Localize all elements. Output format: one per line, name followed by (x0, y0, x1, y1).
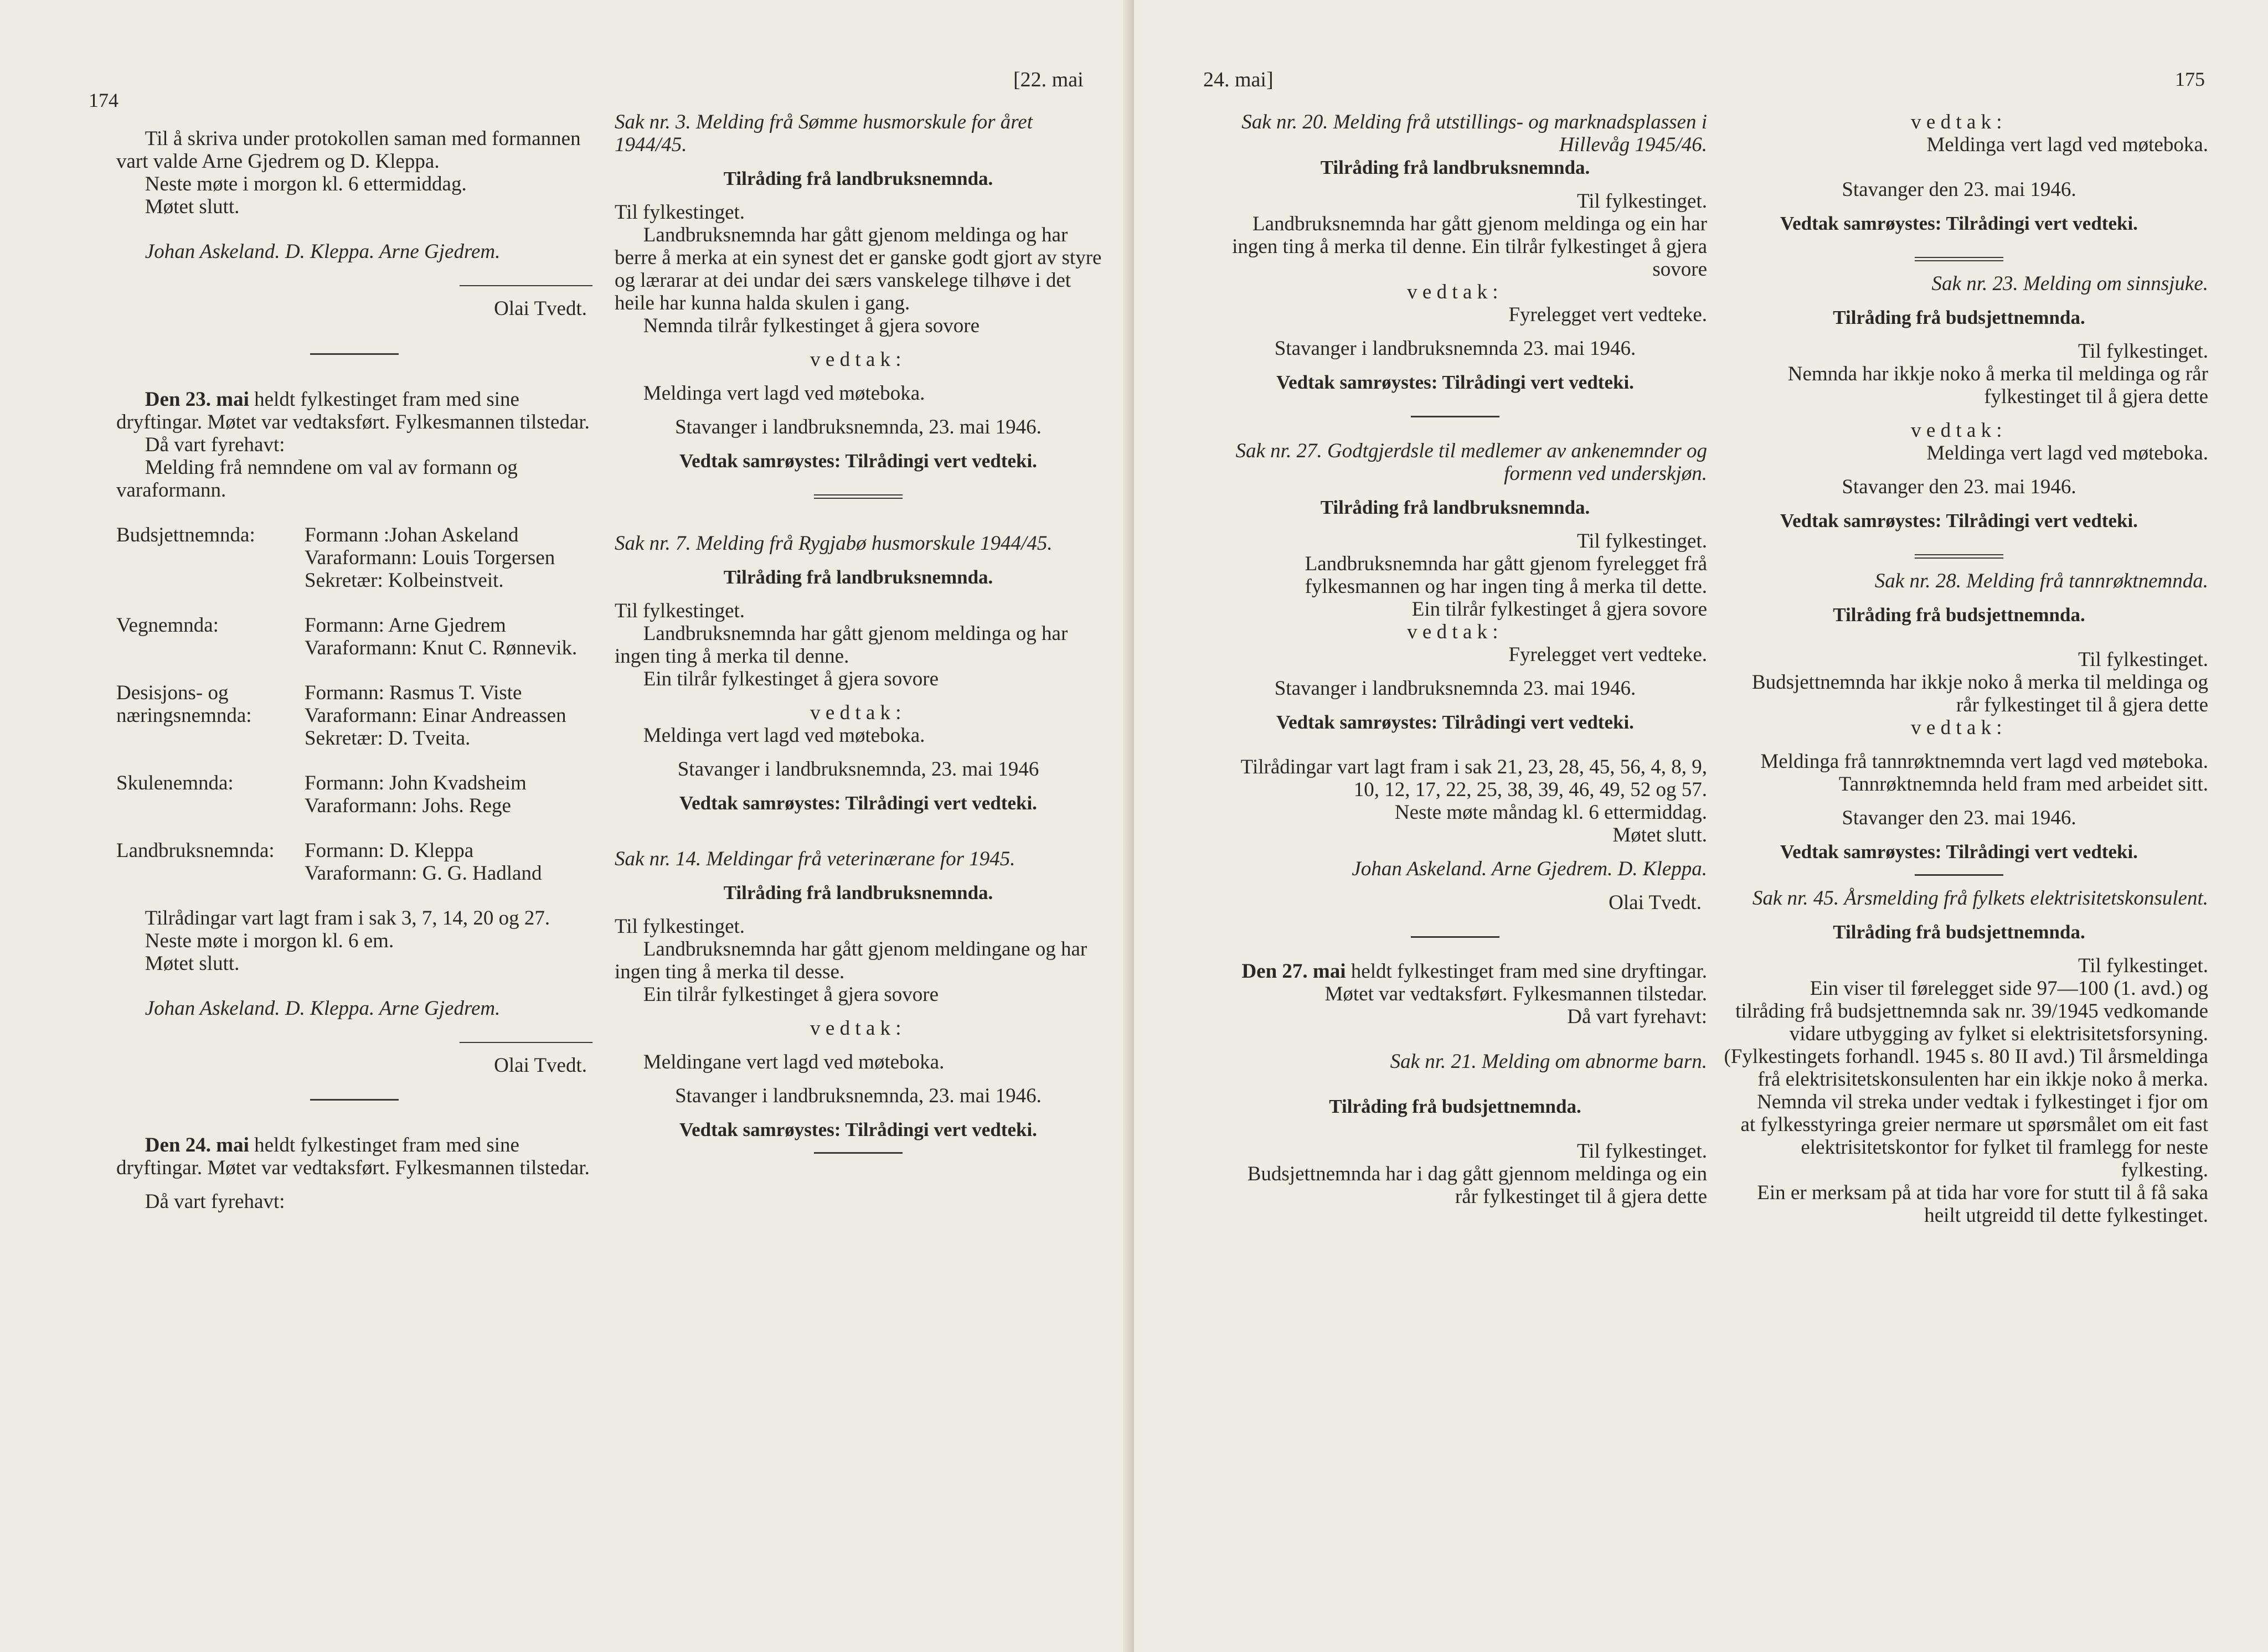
paragraph: Ein viser til førelegget side 97—100 (1. avd.) og tilråding frå budsjettnemnda sak nr. 39/1945 vedkomande vidare utbygging av fylket si elektrisitetsforsyning. (Fylkestingets forhandl. 1945 s. 80 II avd.) Til årsmeldinga frå elektrisitetskonsulenten har ein ikkje noko å merka. (1724, 977, 2208, 1091)
paragraph (116, 1134, 592, 1179)
place-date: Stavanger den 23. mai 1946. (1842, 178, 2076, 201)
section-heading: Tilråding frå landbruksnemnda. (1320, 497, 1590, 518)
committee-members (305, 839, 592, 885)
committee-members (305, 524, 592, 592)
member-line: Varaformann: Einar Andreassen (305, 704, 566, 727)
addressee: Til fylkestinget. (1576, 530, 1707, 553)
paragraph: Landbruksnemnda har gått gjenom meldinga og har ingen ting å merka til denne. (615, 622, 1068, 668)
member-line: Sekretær: Kolbeinstveit. (305, 569, 504, 592)
committee-name: Desisjons- og næringsnemnda: (116, 682, 252, 727)
divider (1915, 554, 2003, 559)
signatures: Johan Askeland. D. Kleppa. Arne Gjedrem. (145, 240, 501, 263)
signatures: Johan Askeland. D. Kleppa. Arne Gjedrem. (145, 997, 501, 1020)
divider (814, 494, 903, 499)
place-date: Stavanger i landbruksnemnda, 23. mai 1946. (675, 416, 1042, 438)
decision-line: Vedtak samrøystes: Tilrådingi vert vedteki. (679, 1119, 1037, 1140)
left-column (116, 127, 592, 1213)
section-heading: Tilråding frå budsjettnemnda. (1329, 1096, 1581, 1117)
section-heading: Tilråding frå budsjettnemnda. (1833, 921, 2085, 943)
committee-row (116, 682, 592, 750)
addressee: Til fylkestinget. (2078, 954, 2208, 977)
paragraph: Møtet slutt. (145, 195, 240, 218)
paragraph: Til å skriva under protokollen saman med formannen vart valde Arne Gjedrem og D. Kleppa. (116, 127, 581, 173)
paragraph: Ein er merksam på at tida har vore for stutt til å få saka heilt utgreidd til dette fylkestinget. (1757, 1181, 2208, 1227)
date-heading: Den 23. mai (145, 388, 249, 411)
place-date: Stavanger i landbruksnemnda, 23. mai 1946. (675, 1085, 1042, 1107)
case-title: Sak nr. 45. Årsmelding frå fylkets elektrisitetskonsulent. (1752, 887, 2208, 910)
committee-row (116, 614, 592, 659)
place-date: Stavanger den 23. mai 1946. (1842, 807, 2076, 829)
paragraph: Ein tilrår fylkestinget å gjera sovore (1411, 598, 1707, 621)
paragraph: Meldinga vert lagd ved møteboka. (643, 724, 925, 747)
vedtak-label: vedtak: (1911, 419, 2007, 442)
right-column (615, 111, 1102, 1154)
case-title: Sak nr. 27. Godtgjerdsle til medlemer av ankenemnder og formenn ved underskjøn. (1235, 440, 1707, 485)
paragraph: Ein tilrår fylkestinget å gjera sovore (643, 668, 939, 690)
paragraph: Landbruksnemnda har gått gjenom meldingane og har ingen ting å merka til desse. (615, 938, 1087, 983)
section-heading: Tilråding frå landbruksnemnda. (723, 566, 993, 588)
paragraph: Fyrelegget vert vedteke. (1508, 643, 1707, 666)
signature: Olai Tvedt. (1609, 891, 1702, 914)
member-line: Formann: Arne Gjedrem (305, 614, 506, 637)
addressee: Til fylkestinget. (615, 201, 745, 224)
paragraph: Nemnda tilrår fylkestinget å gjera sovore (643, 314, 980, 337)
date-heading: Den 24. mai (145, 1134, 249, 1157)
paragraph: Melding frå nemndene om val av formann og varaformann. (116, 456, 518, 502)
member-line: Varaformann: Louis Torgersen (305, 546, 555, 569)
paragraph: Då vart fyrehavt: (145, 433, 285, 456)
paragraph: Då vart fyrehavt: (1567, 1005, 1707, 1028)
committee-name: Skulenemnda: (116, 772, 234, 794)
section-heading: Tilråding frå landbruksnemnda. (723, 882, 993, 904)
case-title: Sak nr. 23. Melding om sinnsjuke. (1931, 272, 2208, 295)
section-heading: Tilråding frå budsjettnemnda. (1833, 307, 2085, 328)
place-date: Stavanger i landbruksnemnda, 23. mai 1946 (677, 758, 1039, 781)
section-heading: Tilråding frå landbruksnemnda. (723, 168, 993, 189)
addressee: Til fylkestinget. (2078, 648, 2208, 671)
committee-row (116, 772, 592, 817)
paragraph: Tilrådingar vart lagt fram i sak 3, 7, 14, 20 og 27. (145, 907, 550, 930)
vedtak-label: vedtak: (1911, 111, 2007, 133)
paragraph: Neste møte måndag kl. 6 ettermiddag. (1394, 801, 1707, 824)
place-date: Stavanger i landbruksnemnda 23. mai 1946. (1274, 337, 1636, 360)
divider (814, 1152, 903, 1154)
paragraph: Meldinga vert lagd ved møteboka. (643, 382, 925, 405)
member-line: Varaformann: Knut C. Rønnevik. (305, 637, 578, 659)
decision-line: Vedtak samrøystes: Tilrådingi vert vedteki. (1780, 841, 2138, 863)
paragraph: Nemnda vil streka under vedtak i fylkestinget i fjor om at fylkesstyringa greier nermare ut spørsmålet om eit fast elektrisitetskontor for fylket til framlegg for neste fylkesting. (1740, 1091, 2208, 1181)
paragraph: Meldinga vert lagd ved møteboka. (1926, 442, 2208, 464)
case-title: Sak nr. 28. Melding frå tannrøktnemnda. (1874, 570, 2208, 592)
decision-line: Vedtak samrøystes: Tilrådingi vert vedteki. (1780, 213, 2138, 234)
signatures: Johan Askeland. Arne Gjedrem. D. Kleppa. (1352, 858, 1707, 880)
vedtak-label: vedtak: (810, 1017, 906, 1040)
addressee: Til fylkestinget. (1576, 1140, 1707, 1163)
paragraph: Neste møte i morgon kl. 6 em. (145, 930, 394, 952)
addressee: Til fylkestinget. (2078, 340, 2208, 363)
member-line: Varaformann: G. G. Hadland (305, 862, 542, 885)
paragraph: Budsjettnemnda har i dag gått gjennom meldinga og ein rår fylkestinget til å gjera dette (1247, 1163, 1707, 1208)
addressee: Til fylkestinget. (1576, 190, 1707, 213)
paragraph: Møtet slutt. (145, 952, 240, 975)
member-line: Formann: Rasmus T. Viste (305, 682, 522, 704)
decision-line: Vedtak samrøystes: Tilrådingi vert vedteki. (1276, 371, 1634, 393)
vedtak-label: vedtak: (1407, 281, 1503, 303)
paragraph: Tannrøktnemnda held fram med arbeidet sitt. (1838, 773, 2208, 796)
paragraph: Meldingane vert lagd ved møteboka. (643, 1051, 945, 1073)
paragraph: Neste møte i morgon kl. 6 ettermiddag. (145, 173, 467, 195)
paragraph: Meldinga frå tannrøktnemnda vert lagd ved møteboka. (1760, 750, 2208, 773)
committee-name: Budsjettnemnda: (116, 524, 255, 546)
member-line: Formann: John Kvadsheim (305, 772, 527, 794)
committee-members (305, 682, 592, 750)
paragraph: Meldinga vert lagd ved møteboka. (1926, 133, 2208, 156)
committee-name: Vegnemnda: (116, 614, 219, 637)
committee-members (305, 772, 592, 817)
decision-line: Vedtak samrøystes: Tilrådingi vert vedteki. (1780, 510, 2138, 531)
vedtak-label: vedtak: (810, 701, 906, 724)
place-date: Stavanger den 23. mai 1946. (1842, 476, 2076, 498)
paragraph (116, 388, 592, 433)
signature: Olai Tvedt. (494, 1054, 587, 1077)
vedtak-label: vedtak: (1407, 621, 1503, 643)
committee-row (116, 839, 592, 885)
running-header: [22. mai (1013, 68, 1084, 91)
paragraph-text: heldt fylkestinget fram med sine dryftingar. Møtet var vedtaksført. Fylkesmannen tilstedar. (1324, 960, 1707, 1005)
case-title: Sak nr. 7. Melding frå Rygjabø husmorskule 1944/45. (615, 532, 1053, 555)
decision-line: Vedtak samrøystes: Tilrådingi vert vedteki. (679, 450, 1037, 472)
case-title: Sak nr. 21. Melding om abnorme barn. (1390, 1050, 1707, 1073)
place-date: Stavanger i landbruksnemnda 23. mai 1946. (1274, 677, 1636, 700)
paragraph-text: heldt fylkestinget fram med sine dryftingar. Møtet var vedtaksført. Fylkesmannen tilstedar. (116, 1134, 590, 1179)
paragraph: Tilrådingar vart lagt fram i sak 21, 23, 28, 45, 56, 4, 8, 9, 10, 12, 17, 22, 25, 38, 39, 46, 49, 52 og 57. (1240, 756, 1707, 801)
decision-line: Vedtak samrøystes: Tilrådingi vert vedteki. (679, 792, 1037, 814)
paragraph: Då vart fyrehavt: (145, 1190, 285, 1213)
paragraph-text: heldt fylkestinget fram med sine dryftingar. Møtet var vedtaksført. Fylkesmannen tilstedar. (116, 388, 590, 433)
right-column (1710, 111, 2208, 1227)
left-column (1203, 111, 1707, 1208)
section-heading: Tilråding frå budsjettnemnda. (1833, 604, 2085, 626)
committee-name: Landbruksnemnda: (116, 839, 275, 862)
signature: Olai Tvedt. (494, 297, 587, 320)
case-title: Sak nr. 20. Melding frå utstillings- og marknadsplassen i Hillevåg 1945/46. (1241, 111, 1707, 156)
vedtak-label: vedtak: (810, 348, 906, 371)
paragraph (1203, 960, 1707, 1005)
page-number: 174 (89, 89, 118, 111)
member-line: Sekretær: D. Tveita. (305, 727, 471, 750)
paragraph: Ein tilrår fylkestinget å gjera sovore (643, 983, 939, 1006)
paragraph: Landbruksnemnda har gått gjenom fyrelegget frå fylkesmannen og har ingen ting å merka til dette. (1305, 553, 1707, 598)
member-line: Formann: D. Kleppa (305, 839, 474, 862)
case-title: Sak nr. 14. Meldingar frå veterinærane for 1945. (615, 848, 1016, 870)
paragraph: Møtet slutt. (1612, 824, 1707, 846)
page-number: 175 (2175, 68, 2205, 90)
paragraph: Fyrelegget vert vedteke. (1508, 303, 1707, 326)
vedtak-label: vedtak: (1911, 716, 2007, 739)
case-title: Sak nr. 3. Melding frå Sømme husmorskule for året 1944/45. (615, 111, 1033, 156)
committee-members (305, 614, 592, 659)
paragraph: Landbruksnemnda har gått gjenom meldinga og har berre å merka at ein synest det er ganske godt gjort av styre og lærarar at dei undar dei særs vanskelege tilhøve i det heile har kunna halda skulen i gang. (615, 224, 1102, 314)
member-line: Formann :Johan Askeland (305, 524, 519, 546)
paragraph: Nemnda har ikkje noko å merka til meldinga og rår fylkestinget til å gjera dette (1787, 363, 2208, 408)
divider (1915, 257, 2003, 261)
right-page (1134, 0, 2268, 1652)
addressee: Til fylkestinget. (615, 915, 745, 938)
decision-line: Vedtak samrøystes: Tilrådingi vert vedteki. (1276, 711, 1634, 733)
paragraph: Budsjettnemnda har ikkje noko å merka til meldinga og rår fylkestinget til å gjera dette (1751, 671, 2208, 716)
member-line: Varaformann: Johs. Rege (305, 794, 511, 817)
running-header: 24. mai] (1203, 68, 1274, 91)
section-heading: Tilråding frå landbruksnemnda. (1320, 157, 1590, 178)
date-heading: Den 27. mai (1241, 960, 1346, 983)
paragraph: Landbruksnemnda har gått gjenom meldinga og ein har ingen ting å merka til denne. Ein tilrår fylkestinget å gjera sovore (1232, 213, 1707, 281)
addressee: Til fylkestinget. (615, 600, 745, 622)
committee-row (116, 524, 592, 592)
